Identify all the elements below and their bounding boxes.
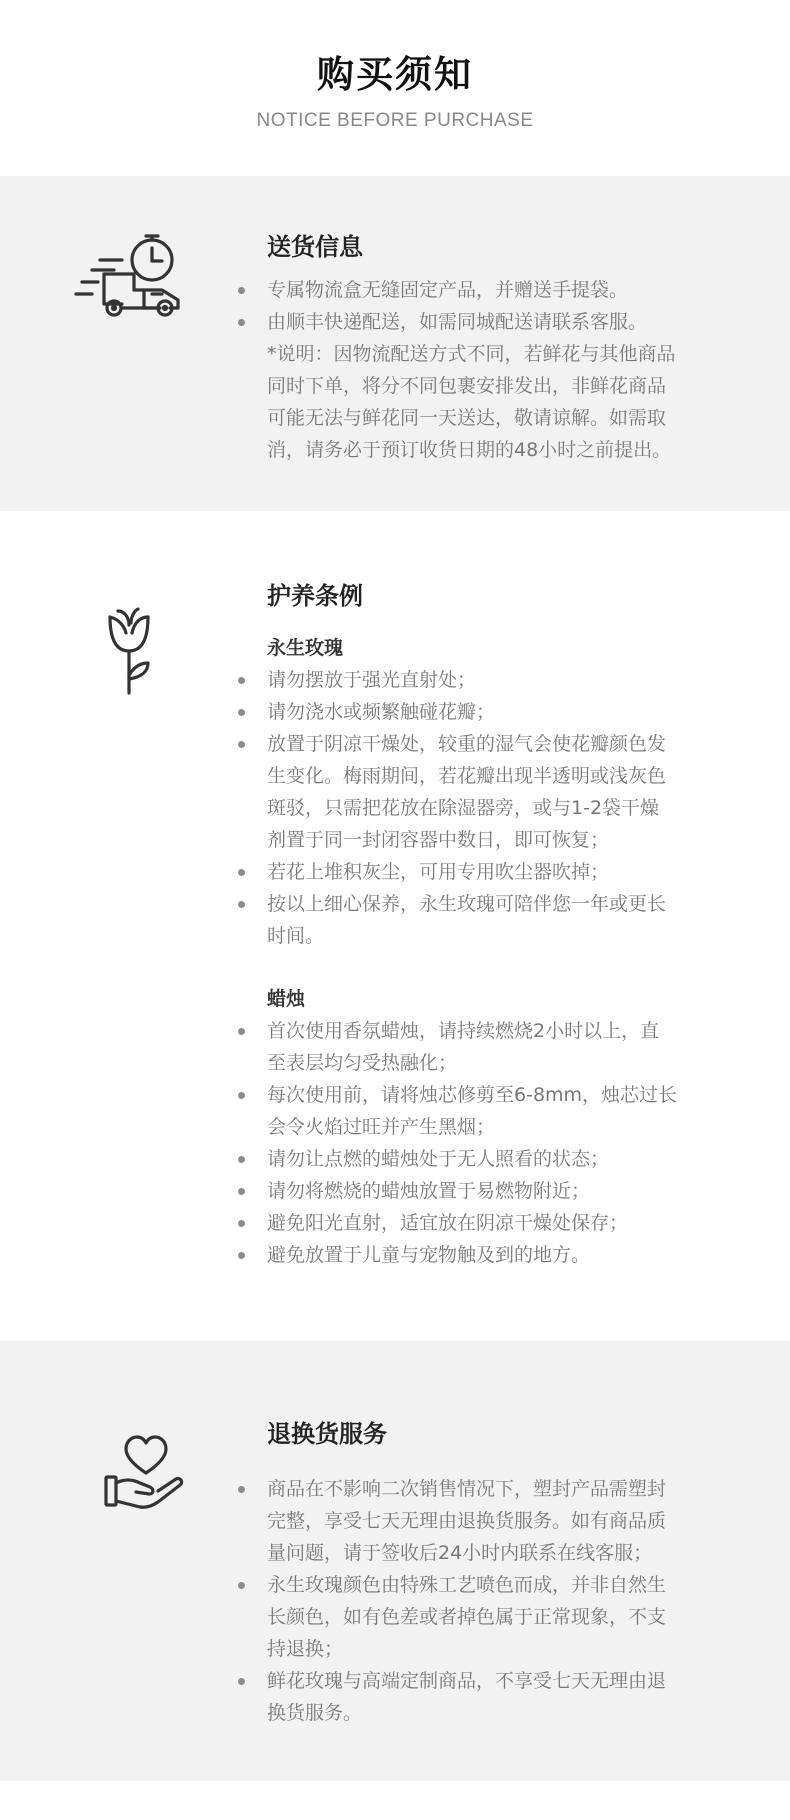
note-line: 同时下单，将分不同包裹安排发出，非鲜花商品 <box>267 375 667 397</box>
list-item: 鲜花玫瑰与高端定制商品，不享受七天无理由退 换货服务。 <box>267 1665 707 1729</box>
list-item: 避免阳光直射，适宜放在阴凉干燥处保存； <box>267 1207 707 1239</box>
delivery-title: 送货信息 <box>267 233 363 261</box>
delivery-list <box>267 274 707 338</box>
list-item: 专属物流盒无缝固定产品，并赠送手提袋。 <box>267 274 707 306</box>
care-title: 护养条例 <box>267 582 363 610</box>
list-item: 请勿摆放于强光直射处； <box>267 664 707 696</box>
list-item: 每次使用前，请将烛芯修剪至6-8mm，烛芯过长 会令火焰过旺并产生黑烟； <box>267 1079 707 1143</box>
rose-icon <box>104 607 154 697</box>
list-item: 请勿让点燃的蜡烛处于无人照看的状态； <box>267 1143 707 1175</box>
returns-list <box>267 1473 707 1729</box>
list-item: 若花上堆积灰尘，可用专用吹尘器吹掉； <box>267 856 707 888</box>
care-subtitle-candle: 蜡烛 <box>267 988 306 1010</box>
list-item: 请勿浇水或频繁触碰花瓣； <box>267 696 707 728</box>
care-section <box>0 511 790 1341</box>
note-line: 消，请务必于预订收货日期的48小时之前提出。 <box>267 439 672 461</box>
list-item: 请勿将燃烧的蜡烛放置于易燃物附近； <box>267 1175 707 1207</box>
page-header <box>0 0 790 176</box>
list-item: 避免放置于儿童与宠物触及到的地方。 <box>267 1239 707 1271</box>
returns-title: 退换货服务 <box>267 1420 387 1448</box>
note-line: *说明：因物流配送方式不同，若鲜花与其他商品 <box>267 343 676 365</box>
list-item: 由顺丰快递配送，如需同城配送请联系客服。 <box>267 306 707 338</box>
rose-care-list <box>267 664 707 952</box>
list-item: 放置于阴凉干燥处，较重的湿气会使花瓣颜色发 生变化。梅雨期间，若花瓣出现半透明或浅灰色 斑驳，只需把花放在除湿器旁，或与1-2袋干燥 剂置于同一封闭容器中数日，即可恢复； <box>267 728 707 856</box>
delivery-content <box>267 230 707 466</box>
returns-content <box>267 1417 707 1729</box>
delivery-truck-clock-icon <box>74 234 186 320</box>
care-content <box>267 579 707 1271</box>
note-line: 可能无法与鲜花同一天送达，敬请谅解。如需取 <box>267 407 667 429</box>
heart-in-hand-icon <box>104 1433 188 1513</box>
page-title: 购买须知 <box>317 53 473 96</box>
care-subtitle-rose: 永生玫瑰 <box>267 637 344 659</box>
list-item: 永生玫瑰颜色由特殊工艺喷色而成，并非自然生 长颜色，如有色差或者掉色属于正常现象，不支 持退换； <box>267 1569 707 1665</box>
list-item: 商品在不影响二次销售情况下，塑封产品需塑封 完整，享受七天无理由退换货服务。如有商品质 量问题，请于签收后24小时内联系在线客服； <box>267 1473 707 1569</box>
delivery-note <box>267 338 707 466</box>
list-item: 首次使用香氛蜡烛，请持续燃烧2小时以上，直 至表层均匀受热融化； <box>267 1015 707 1079</box>
candle-care-list <box>267 1015 707 1271</box>
list-item: 按以上细心保养，永生玫瑰可陪伴您一年或更长 时间。 <box>267 888 707 952</box>
bottom-spacer <box>0 1781 790 1820</box>
page-subtitle: NOTICE BEFORE PURCHASE <box>256 110 534 131</box>
delivery-section <box>0 176 790 511</box>
returns-section <box>0 1341 790 1781</box>
